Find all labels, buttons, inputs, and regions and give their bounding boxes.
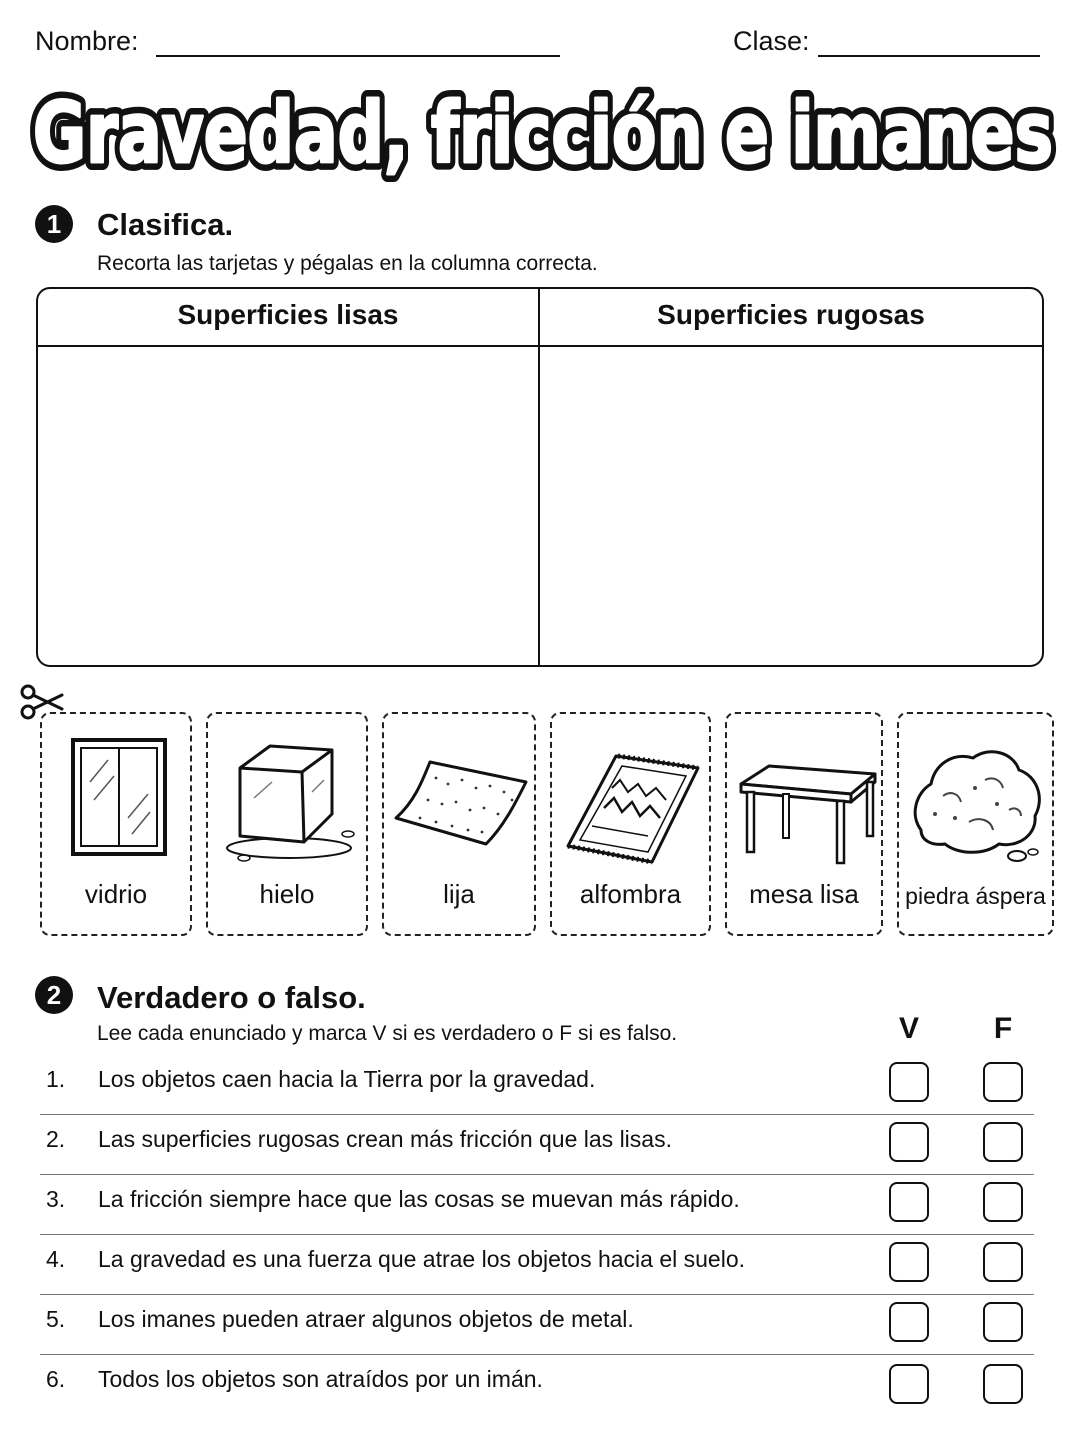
section-1-number: 1 <box>35 205 73 243</box>
card-label: hielo <box>259 879 315 909</box>
card-label: mesa lisa <box>749 879 859 909</box>
false-checkbox[interactable] <box>983 1062 1023 1102</box>
statement-text: Los objetos caen hacia la Tierra por la gravedad. <box>98 1066 596 1092</box>
table-icon <box>727 722 885 872</box>
true-checkbox[interactable] <box>889 1182 929 1222</box>
rough-drop-area[interactable] <box>540 347 1042 665</box>
true-checkbox[interactable] <box>889 1302 929 1342</box>
card-lija[interactable] <box>382 712 536 936</box>
title-fill: Gravedad, fricción e imanes <box>33 84 1053 182</box>
statement-row <box>40 1114 1034 1175</box>
sandpaper-icon <box>384 722 538 872</box>
statement-row <box>40 1174 1034 1235</box>
statement-row <box>40 1294 1034 1355</box>
card-alfombra[interactable] <box>550 712 711 936</box>
statement-text: Todos los objetos son atraídos por un imán. <box>98 1366 543 1392</box>
class-field[interactable] <box>818 55 1040 57</box>
column-rough-header: Superficies rugosas <box>657 299 925 330</box>
ice-cube-icon <box>208 722 370 872</box>
name-label: Nombre: <box>35 26 139 56</box>
section-1-instructions: Recorta las tarjetas y pégalas en la columna correcta. <box>97 252 598 275</box>
false-checkbox[interactable] <box>983 1182 1023 1222</box>
statement-text: Los imanes pueden atraer algunos objetos de metal. <box>98 1306 634 1332</box>
statement-number: 2. <box>46 1126 66 1152</box>
statement-text: La gravedad es una fuerza que atrae los objetos hacia el suelo. <box>98 1246 745 1272</box>
statement-number: 1. <box>46 1066 66 1092</box>
title-outline: Gravedad, fricción e imanes <box>33 84 1053 182</box>
false-checkbox[interactable] <box>983 1242 1023 1282</box>
false-column-header: F <box>993 1012 1013 1045</box>
true-checkbox[interactable] <box>889 1122 929 1162</box>
false-checkbox[interactable] <box>983 1302 1023 1342</box>
true-checkbox[interactable] <box>889 1242 929 1282</box>
card-hielo[interactable] <box>206 712 368 936</box>
false-checkbox[interactable] <box>983 1364 1023 1404</box>
statement-row <box>40 1054 1034 1115</box>
section-1-title: Clasifica. <box>97 207 234 242</box>
statement-text: Las superficies rugosas crean más fricción que las lisas. <box>98 1126 672 1152</box>
statement-row <box>40 1354 1034 1414</box>
card-piedra-aspera[interactable] <box>897 712 1054 936</box>
true-column-header: V <box>898 1012 919 1045</box>
card-label: vidrio <box>84 879 148 909</box>
statement-row <box>40 1234 1034 1295</box>
class-label: Clase: <box>733 26 810 56</box>
card-mesa-lisa[interactable] <box>725 712 883 936</box>
window-icon <box>42 722 194 872</box>
true-checkbox[interactable] <box>889 1062 929 1102</box>
rug-icon <box>552 722 713 872</box>
page-title <box>0 70 1086 190</box>
rock-icon <box>899 722 1056 872</box>
false-checkbox[interactable] <box>983 1122 1023 1162</box>
statement-number: 3. <box>46 1186 66 1212</box>
statement-text: La fricción siempre hace que las cosas se muevan más rápido. <box>98 1186 740 1212</box>
card-label: piedra áspera <box>905 883 1046 909</box>
true-checkbox[interactable] <box>889 1364 929 1404</box>
card-label: alfombra <box>579 879 682 909</box>
section-2-number: 2 <box>35 976 73 1014</box>
column-smooth-header: Superficies lisas <box>177 299 399 330</box>
statement-number: 5. <box>46 1306 66 1332</box>
section-2-title: Verdadero o falso. <box>97 980 366 1015</box>
name-field[interactable] <box>156 55 560 57</box>
sorting-table <box>36 287 1044 667</box>
section-2-instructions: Lee cada enunciado y marca V si es verdadero o F si es falso. <box>97 1022 678 1045</box>
card-label: lija <box>443 879 475 909</box>
statement-number: 6. <box>46 1366 66 1392</box>
smooth-drop-area[interactable] <box>38 347 538 665</box>
statement-number: 4. <box>46 1246 66 1272</box>
card-vidrio[interactable] <box>40 712 192 936</box>
